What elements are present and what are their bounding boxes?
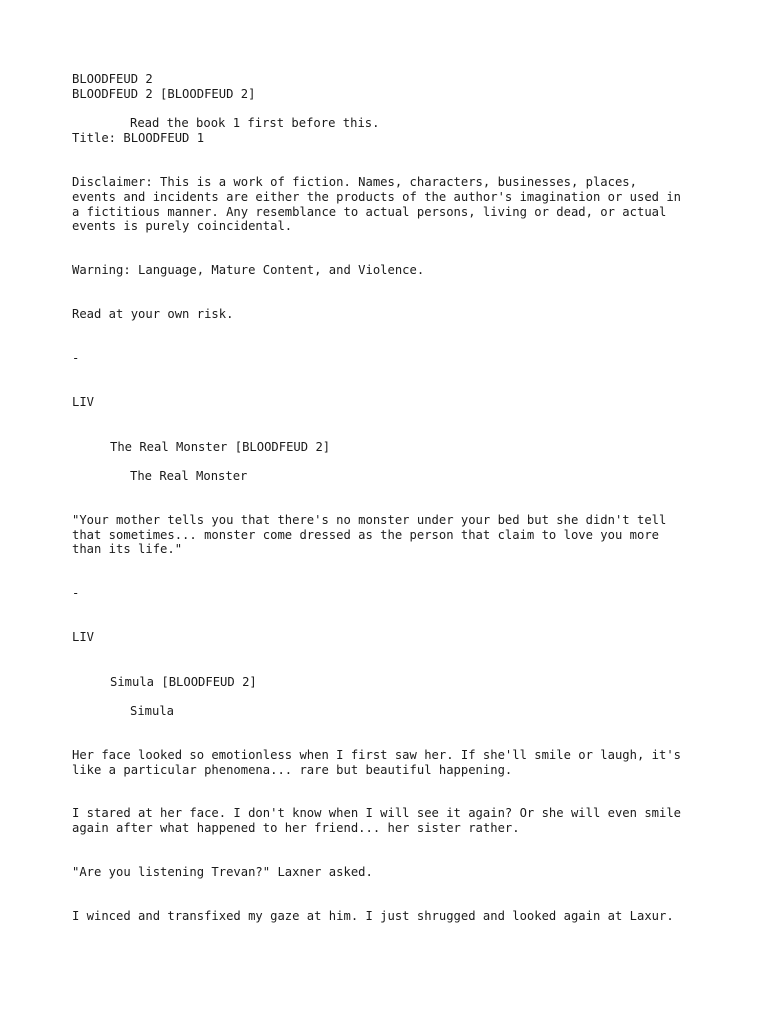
paragraph-line: I winced and transfixed my gaze at him. I just shrugged and looked again at Laxur. (72, 909, 674, 923)
disclaimer-line: Disclaimer: This is a work of fiction. Names, characters, businesses, places, (72, 175, 637, 189)
chapter-heading: The Real Monster [BLOODFEUD 2] (110, 440, 331, 454)
chapter-heading: Simula [BLOODFEUD 2] (110, 675, 257, 689)
paragraph-line: I stared at her face. I don't know when I will see it again? Or she will even smile (72, 806, 682, 820)
document-title: BLOODFEUD 2 (72, 72, 153, 86)
quote-line: than its life." (72, 542, 183, 556)
section-separator: - (72, 586, 80, 600)
paragraph-line: again after what happened to her friend... her sister rather. (72, 821, 520, 835)
intro-title-line: Title: BLOODFEUD 1 (72, 131, 205, 145)
section-separator: - (72, 351, 80, 365)
paragraph-line: Her face looked so emotionless when I first saw her. If she'll smile or laugh, it's (72, 748, 682, 762)
narrator-label: LIV (72, 395, 95, 409)
disclaimer-line: events and incidents are either the products of the author's imagination or used in (72, 190, 682, 204)
paragraph-line: "Are you listening Trevan?" Laxner asked. (72, 865, 373, 879)
intro-note: Read the book 1 first before this. (130, 116, 380, 130)
paragraph-line: like a particular phenomena... rare but beautiful happening. (72, 763, 513, 777)
chapter-subheading: Simula (130, 704, 175, 718)
disclaimer-line: a fictitious manner. Any resemblance to actual persons, living or dead, or actual (72, 205, 667, 219)
warning-line: Warning: Language, Mature Content, and Violence. (72, 263, 425, 277)
quote-line: "Your mother tells you that there's no monster under your bed but she didn't tell (72, 513, 667, 527)
disclaimer-line: events is purely coincidental. (72, 219, 293, 233)
risk-line: Read at your own risk. (72, 307, 234, 321)
document-subtitle: BLOODFEUD 2 [BLOODFEUD 2] (72, 87, 256, 101)
quote-line: that sometimes... monster come dressed as the person that claim to love you more (72, 528, 659, 542)
chapter-subheading: The Real Monster (130, 469, 248, 483)
narrator-label: LIV (72, 630, 95, 644)
